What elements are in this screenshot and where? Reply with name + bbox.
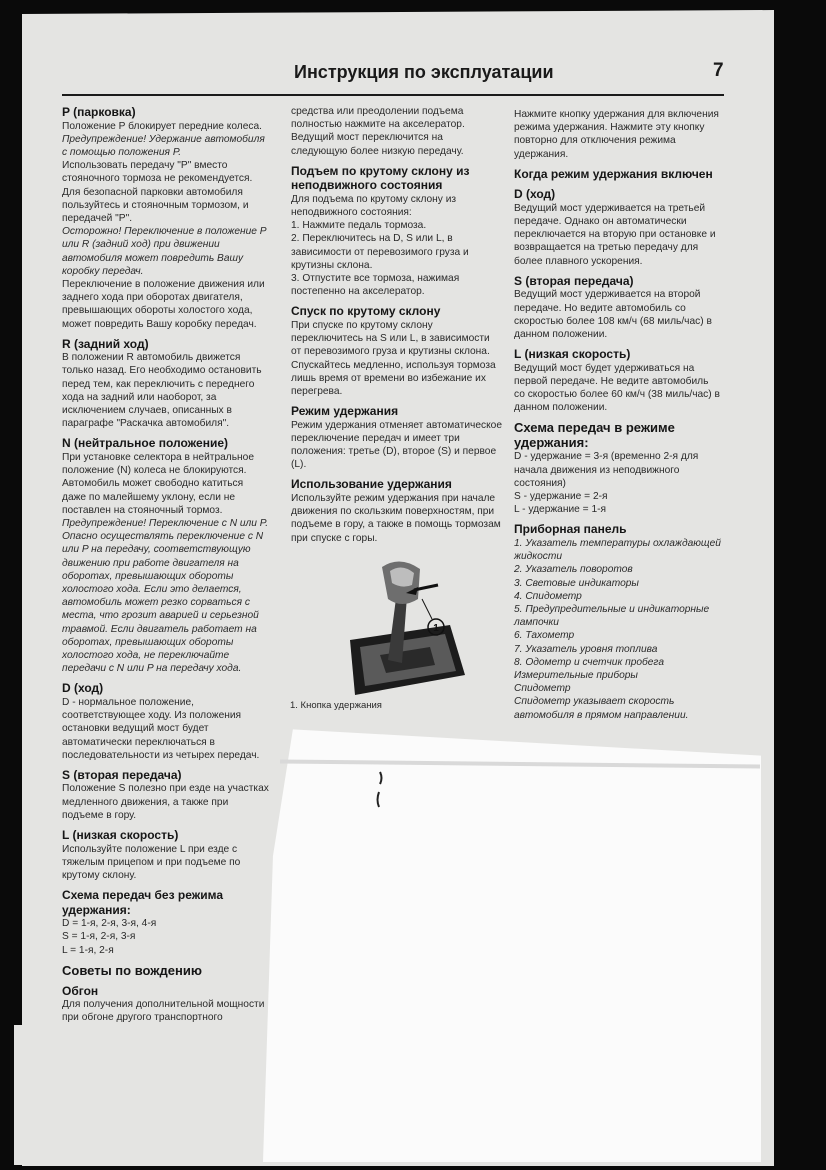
body-paragraph: Положение P блокирует передние колеса.: [62, 120, 262, 132]
page-header: [0, 60, 726, 98]
body-paragraph: Ведущий мост удерживается на второй передаче. Но ведите автомобиль со скоростью более 108 км/ч (68 миль/час) в данном положении.: [514, 289, 712, 340]
note-paragraph: 3. Световые индикаторы: [514, 577, 639, 589]
note-paragraph: 5. Предупредительные и индикаторные лампочки: [514, 603, 710, 629]
body-paragraph: В положении R автомобиль движется только назад. Его необходимо остановить перед тем, как переключить с переднего хода на задний или наоборот, за исключением случаев, описанных в параграфе "Раскачка автомобиля".: [62, 352, 262, 430]
section-heading: Схема передач без режима удержания:: [62, 888, 224, 917]
section-heading: Когда режим удержания включен: [514, 166, 713, 181]
ink-mark: [374, 770, 386, 810]
figure-caption: 1. Кнопка удержания: [290, 700, 382, 711]
section-heading: Обгон: [62, 983, 99, 998]
body-paragraph: Используйте положение L при езде с тяжелым прицепом и при подъеме по крутому склону.: [62, 843, 241, 881]
column-2: [291, 105, 502, 545]
page-edge: [14, 1025, 36, 1165]
page-title: Инструкция по эксплуатации: [294, 62, 554, 82]
body-paragraph: При установке селектора в нейтральное положение (N) колеса не блокируются. Автомобиль может свободно катиться даже по малейшему уклону, если не поставлен на стояночный тормоз.: [62, 451, 254, 516]
section-heading: L (низкая скорость): [62, 828, 179, 843]
header-rule: [62, 94, 724, 96]
section-heading: P (парковка): [62, 105, 136, 119]
section-heading: Советы по вождению: [62, 962, 202, 978]
body-paragraph: При спуске по крутому склону переключитесь на S или L, в зависимости от перевозимого груза и крутизны склона. Спускайтесь медленно, используя тормоза лишь время от времени во избежание их перегрева.: [291, 319, 496, 397]
body-paragraph: S = 1-я, 2-я, 3-я: [62, 931, 136, 943]
section-heading: S (вторая передача): [62, 767, 182, 782]
section-heading: Режим удержания: [291, 404, 399, 419]
body-paragraph: Переключение в положение движения или заднего хода при оборотах двигателя, превышающих обороты холостого хода, может повредить Вашу коробку передач.: [62, 278, 265, 330]
body-paragraph: 3. Отпустите все тормоза, нажимая постепенно на акселератор.: [291, 273, 460, 298]
note-paragraph: 8. Одометр и счетчик пробега: [514, 656, 665, 668]
body-paragraph: D - удержание = 3-я (временно 2-я для начала движения из неподвижного состояния): [514, 451, 699, 489]
body-paragraph: Используйте режим удержания при начале движения по скользким поверхностям, при подъеме в гору, а также в помощь тормозам при спуске с горы.: [291, 492, 501, 544]
section-heading: Подъем по крутому склону из неподвижного состояния: [291, 163, 470, 193]
note-paragraph: 4. Спидометр: [514, 590, 582, 602]
body-paragraph: 2. Переключитесь на D, S или L, в зависимости от перевозимого груза и крутизны склона.: [291, 233, 469, 271]
body-paragraph: Ведущий мост удерживается на третьей передаче. Однако он автоматически переключается на вторую при остановке и возвращается на третью передачу для более плавного ускорения.: [514, 202, 716, 267]
body-paragraph: Режим удержания отменяет автоматическое переключение передач и имеет три положения: третье (D), второе (S) и первое (L).: [291, 419, 503, 471]
body-paragraph: L = 1-я, 2-я: [62, 944, 114, 956]
section-heading: Использование удержания: [291, 477, 452, 492]
section-heading: L (низкая скорость): [514, 347, 631, 362]
note-paragraph: Предупреждение! Удержание автомобиля с помощью положения P.: [62, 133, 265, 158]
section-heading: D (ход): [62, 681, 104, 696]
body-paragraph: средства или преодолении подъема полностью нажмите на акселератор. Ведущий мост переключится на следующую более низкую передачу.: [291, 106, 465, 157]
gear-selector-illustration: [310, 555, 485, 705]
body-paragraph: D = 1-я, 2-я, 3-я, 4-я: [62, 918, 157, 930]
body-paragraph: S - удержание = 2-я: [514, 491, 608, 503]
body-paragraph: 1. Нажмите педаль тормоза.: [291, 220, 427, 232]
section-heading: D (ход): [514, 187, 556, 202]
section-heading: N (нейтральное положение): [62, 436, 228, 451]
body-paragraph: Положение S полезно при езде на участках медленного движения, а также при подъеме в гору.: [62, 783, 269, 821]
body-paragraph: Нажмите кнопку удержания для включения режима удержания. Нажмите эту кнопку повторно для отключения режима удержания.: [514, 109, 719, 160]
note-paragraph: Измерительные приборы: [514, 670, 638, 681]
body-paragraph: D - нормальное положение, соответствующее ходу. Из положения остановки ведущий мост будет автоматически переключаться в последовательности из четырех передач.: [62, 696, 260, 761]
column-1: [62, 105, 269, 1025]
section-heading: R (задний ход): [62, 336, 149, 351]
note-paragraph: Предупреждение! Переключение с N или P. Опасно осуществлять переключение с N или P на передачу, соответствующую движению при работе двигателя на оборотах, превышающих обороты холостого хода. Если это делается, автомобиль может резко сорваться с места, что грозит аварией и серьезной травмой. Если двигатель работает на оборотах, превышающих обороты холостого хода, не переключайте передачи с N или P на передачу хода.: [62, 517, 269, 675]
section-heading: Схема передач в режиме удержания:: [514, 420, 675, 451]
note-paragraph: Спидометр указывает скорость автомобиля в прямом направлении.: [514, 696, 689, 721]
note-paragraph: 1. Указатель температуры охлаждающей жидкости: [514, 537, 721, 563]
section-heading: Приборная панель: [514, 522, 627, 537]
note-paragraph: 6. Тахометр: [514, 630, 575, 642]
note-paragraph: 7. Указатель уровня топлива: [514, 643, 658, 655]
body-paragraph: Использовать передачу "P" вместо стояночного тормоза не рекомендуется. Для безопасной парковки автомобиля пользуйтесь и стояночным тормозом, и передачей "P".: [62, 160, 253, 224]
figure-callout: 1: [433, 623, 439, 634]
note-paragraph: Осторожно! Переключение в положение P или R (задний ход) при движении автомобиля может повредить Вашу коробку передач.: [62, 226, 267, 277]
body-paragraph: Для подъема по крутому склону из неподвижного состояния:: [291, 193, 457, 219]
blank-paper-overlay: [263, 725, 761, 1162]
page-number: 7: [713, 60, 724, 81]
body-paragraph: L - удержание = 1-я: [514, 504, 607, 516]
note-paragraph: 2. Указатель поворотов: [514, 564, 633, 576]
note-paragraph: Спидометр: [514, 683, 571, 695]
body-paragraph: Для получения дополнительной мощности при обгоне другого транспортного: [62, 999, 265, 1024]
body-paragraph: Ведущий мост будет удерживаться на первой передаче. Не ведите автомобиль со скоростью более 60 км/ч (38 миль/час) в данном положении.: [514, 362, 720, 414]
section-heading: Спуск по крутому склону: [291, 304, 441, 319]
column-3: [514, 108, 722, 722]
section-heading: S (вторая передача): [514, 273, 634, 288]
